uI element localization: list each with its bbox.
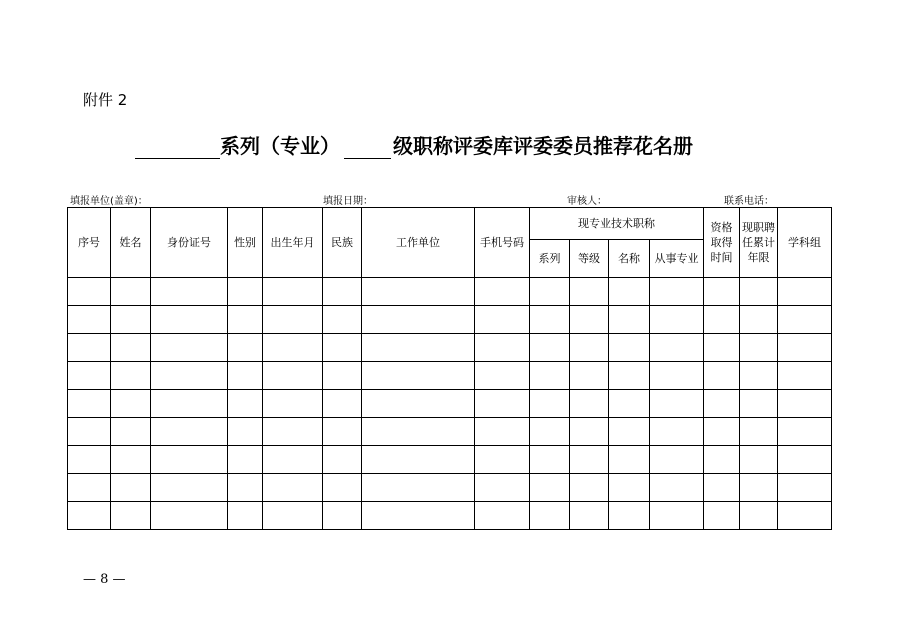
table-cell[interactable] (151, 278, 228, 306)
table-cell[interactable] (111, 446, 151, 474)
header-name: 姓名 (111, 208, 151, 278)
table-cell[interactable] (778, 418, 832, 446)
table-cell[interactable] (323, 306, 362, 334)
table-cell[interactable] (650, 390, 704, 418)
table-cell[interactable] (704, 418, 740, 446)
table-cell[interactable] (570, 362, 609, 390)
table-cell[interactable] (263, 502, 323, 530)
table-cell[interactable] (704, 334, 740, 362)
meta-phone: 联系电话： (724, 196, 774, 207)
table-cell[interactable] (111, 362, 151, 390)
document-title (135, 130, 693, 159)
table-cell[interactable] (740, 446, 778, 474)
table-cell[interactable] (778, 362, 832, 390)
table-cell[interactable] (475, 362, 530, 390)
table-cell[interactable] (228, 362, 263, 390)
table-row (68, 278, 832, 306)
table-cell[interactable] (475, 502, 530, 530)
table-cell[interactable] (530, 474, 570, 502)
table-cell[interactable] (704, 362, 740, 390)
table-cell[interactable] (650, 502, 704, 530)
table-cell[interactable] (530, 362, 570, 390)
table-cell[interactable] (650, 278, 704, 306)
table-cell[interactable] (323, 474, 362, 502)
table-cell[interactable] (151, 390, 228, 418)
table-cell[interactable] (475, 390, 530, 418)
table-cell[interactable] (570, 390, 609, 418)
table-cell[interactable] (740, 306, 778, 334)
header-years-text: 现职聘任累计年限 (742, 221, 775, 264)
title-part2: 级职称评委库评委委员推荐花名册 (393, 134, 693, 158)
table-cell[interactable] (151, 418, 228, 446)
table-cell[interactable] (111, 390, 151, 418)
table-cell[interactable] (68, 474, 111, 502)
header-series: 系列 (530, 240, 570, 278)
table-cell[interactable] (263, 278, 323, 306)
table-cell[interactable] (323, 390, 362, 418)
table-cell[interactable] (323, 334, 362, 362)
table-cell[interactable] (650, 362, 704, 390)
table-row (68, 502, 832, 530)
title-blank-series (135, 136, 220, 159)
meta-date: 填报日期： (323, 196, 373, 207)
table-cell[interactable] (740, 362, 778, 390)
table-cell[interactable] (530, 278, 570, 306)
table-cell[interactable] (362, 334, 475, 362)
table-cell[interactable] (362, 446, 475, 474)
table-cell[interactable] (650, 418, 704, 446)
header-seq: 序号 (68, 208, 111, 278)
table-cell[interactable] (68, 446, 111, 474)
table-cell[interactable] (323, 418, 362, 446)
table-cell[interactable] (778, 502, 832, 530)
title-part1: 系列（专业） (220, 134, 340, 158)
table-cell[interactable] (228, 278, 263, 306)
table-cell[interactable] (151, 446, 228, 474)
table-cell[interactable] (362, 306, 475, 334)
table-cell[interactable] (111, 474, 151, 502)
header-level: 等级 (570, 240, 609, 278)
header-qualification-time-text: 资格取得时间 (710, 221, 733, 264)
table-cell[interactable] (609, 474, 650, 502)
table-row (68, 446, 832, 474)
table-cell[interactable] (609, 418, 650, 446)
table-cell[interactable] (570, 418, 609, 446)
table-cell[interactable] (68, 334, 111, 362)
table-cell[interactable] (570, 334, 609, 362)
nomination-table (67, 207, 832, 530)
table-cell[interactable] (570, 474, 609, 502)
table-cell[interactable] (650, 446, 704, 474)
table-cell[interactable] (609, 362, 650, 390)
table-cell[interactable] (323, 278, 362, 306)
table-cell[interactable] (740, 390, 778, 418)
table-cell[interactable] (263, 334, 323, 362)
table-cell[interactable] (530, 334, 570, 362)
table-cell[interactable] (68, 418, 111, 446)
table-cell[interactable] (778, 278, 832, 306)
table-cell[interactable] (475, 446, 530, 474)
table-cell[interactable] (609, 306, 650, 334)
table-cell[interactable] (362, 362, 475, 390)
table-cell[interactable] (475, 334, 530, 362)
table-cell[interactable] (263, 446, 323, 474)
table-cell[interactable] (778, 306, 832, 334)
table-cell[interactable] (228, 390, 263, 418)
header-id-number: 身份证号 (151, 208, 228, 278)
table-cell[interactable] (704, 306, 740, 334)
table-cell[interactable] (609, 390, 650, 418)
table-cell[interactable] (228, 334, 263, 362)
table-cell[interactable] (68, 502, 111, 530)
table-cell[interactable] (609, 502, 650, 530)
table-cell[interactable] (570, 446, 609, 474)
table-cell[interactable] (778, 334, 832, 362)
table-cell[interactable] (609, 446, 650, 474)
table-cell[interactable] (263, 474, 323, 502)
table-cell[interactable] (111, 334, 151, 362)
table-cell[interactable] (650, 334, 704, 362)
table-cell[interactable] (68, 278, 111, 306)
table-body (68, 278, 832, 530)
table-cell[interactable] (263, 306, 323, 334)
table-cell[interactable] (228, 502, 263, 530)
table-cell[interactable] (151, 362, 228, 390)
title-blank-level (344, 136, 391, 159)
header-qualification-time (704, 208, 740, 278)
table-cell[interactable] (362, 278, 475, 306)
header-title-name: 名称 (609, 240, 650, 278)
table-row (68, 418, 832, 446)
table-cell[interactable] (111, 418, 151, 446)
header-workplace: 工作单位 (362, 208, 475, 278)
table-cell[interactable] (362, 474, 475, 502)
table-row (68, 474, 832, 502)
table-cell[interactable] (362, 390, 475, 418)
meta-reviewer: 审核人： (567, 196, 607, 207)
table-cell[interactable] (778, 390, 832, 418)
table-cell[interactable] (151, 474, 228, 502)
table-cell[interactable] (228, 306, 263, 334)
table-cell[interactable] (704, 390, 740, 418)
table-cell[interactable] (323, 446, 362, 474)
table-cell[interactable] (530, 502, 570, 530)
table-cell[interactable] (740, 502, 778, 530)
header-birth: 出生年月 (263, 208, 323, 278)
meta-unit: 填报单位(盖章)： (70, 196, 148, 207)
table-cell[interactable] (650, 306, 704, 334)
table-cell[interactable] (68, 390, 111, 418)
table-cell[interactable] (704, 474, 740, 502)
table-cell[interactable] (778, 446, 832, 474)
header-specialty: 从事专业 (650, 240, 704, 278)
table-cell[interactable] (475, 474, 530, 502)
table-cell[interactable] (530, 418, 570, 446)
table-row (68, 334, 832, 362)
table-cell[interactable] (740, 418, 778, 446)
table-cell[interactable] (362, 418, 475, 446)
table-cell[interactable] (151, 334, 228, 362)
table-cell[interactable] (68, 306, 111, 334)
header-mobile: 手机号码 (475, 208, 530, 278)
table-cell[interactable] (362, 502, 475, 530)
table-cell[interactable] (570, 278, 609, 306)
table-cell[interactable] (111, 502, 151, 530)
table-cell[interactable] (111, 278, 151, 306)
table-cell[interactable] (475, 278, 530, 306)
table-cell[interactable] (68, 362, 111, 390)
table-cell[interactable] (609, 278, 650, 306)
table-cell[interactable] (704, 446, 740, 474)
table-cell[interactable] (570, 306, 609, 334)
table-cell[interactable] (151, 502, 228, 530)
table-cell[interactable] (650, 474, 704, 502)
attachment-label: 附件 2 (83, 91, 128, 109)
table-cell[interactable] (778, 474, 832, 502)
table-cell[interactable] (475, 418, 530, 446)
header-ethnicity: 民族 (323, 208, 362, 278)
table-cell[interactable] (228, 418, 263, 446)
table-cell[interactable] (609, 334, 650, 362)
table-row (68, 306, 832, 334)
table-cell[interactable] (740, 334, 778, 362)
table-cell[interactable] (263, 390, 323, 418)
table-row (68, 362, 832, 390)
table-row (68, 390, 832, 418)
table-cell[interactable] (704, 278, 740, 306)
header-group: 学科组 (778, 208, 832, 278)
table-cell[interactable] (228, 474, 263, 502)
page-number: — 8 — (83, 572, 126, 587)
table-cell[interactable] (263, 362, 323, 390)
table-cell[interactable] (263, 418, 323, 446)
table-cell[interactable] (530, 306, 570, 334)
table-cell[interactable] (323, 502, 362, 530)
table-header (68, 208, 832, 278)
table-cell[interactable] (704, 502, 740, 530)
table-cell[interactable] (475, 306, 530, 334)
header-current-title: 现专业技术职称 (530, 208, 704, 240)
header-years (740, 208, 778, 278)
table-cell[interactable] (151, 306, 228, 334)
table-cell[interactable] (530, 446, 570, 474)
table-cell[interactable] (570, 502, 609, 530)
table-cell[interactable] (740, 278, 778, 306)
table-cell[interactable] (740, 474, 778, 502)
table-cell[interactable] (111, 306, 151, 334)
table-cell[interactable] (228, 446, 263, 474)
table-cell[interactable] (530, 390, 570, 418)
header-gender: 性别 (228, 208, 263, 278)
table-cell[interactable] (323, 362, 362, 390)
